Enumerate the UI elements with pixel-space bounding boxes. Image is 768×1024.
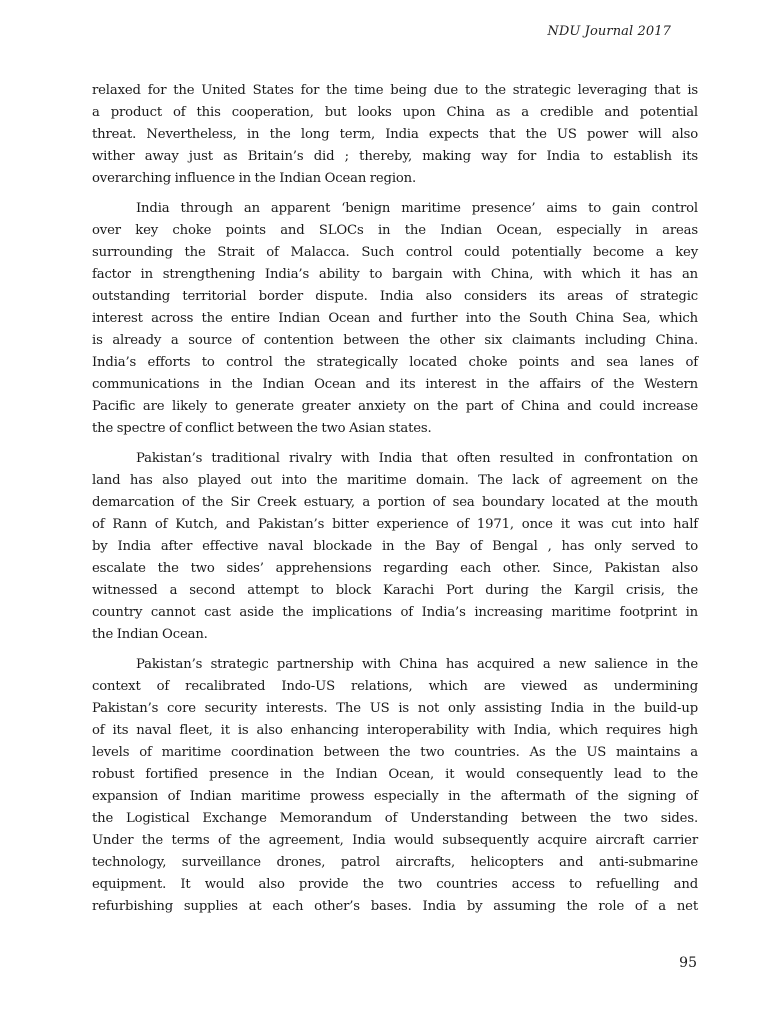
text-line: Pakistan’s traditional rivalry with India that often resulted in confrontation on: [136, 451, 698, 466]
text-line: technology, surveillance drones, patrol aircrafts, helicopters and anti-submarine: [92, 855, 698, 870]
text-line: Pakistan’s strategic partnership with China has acquired a new salience in the: [136, 657, 698, 672]
page-number: 95: [679, 955, 697, 971]
text-line: equipment. It would also provide the two countries access to refuelling and: [92, 877, 698, 892]
text-line: Under the terms of the agreement, India would subsequently acquire aircraft carrier: [92, 833, 698, 848]
text-line: India’s efforts to control the strategically located choke points and sea lanes of: [92, 355, 698, 370]
paragraph-3: [92, 448, 698, 646]
text-line: overarching influence in the Indian Ocean region.: [92, 171, 417, 186]
text-line: Pacific are likely to generate greater anxiety on the part of China and could increase: [92, 399, 698, 414]
text-line: land has also played out into the maritime domain. The lack of agreement on the: [92, 473, 698, 488]
text-line: a product of this cooperation, but looks upon China as a credible and potential: [92, 105, 698, 120]
text-line: India through an apparent ‘benign maritime presence’ aims to gain control: [136, 201, 698, 216]
text-line: the Indian Ocean.: [92, 627, 208, 642]
text-line: over key choke points and SLOCs in the Indian Ocean, especially in areas: [92, 223, 698, 238]
text-line: by India after effective naval blockade in the Bay of Bengal , has only served to: [92, 539, 698, 554]
text-line: witnessed a second attempt to block Karachi Port during the Kargil crisis, the: [92, 583, 698, 598]
text-line: surrounding the Strait of Malacca. Such control could potentially become a key: [92, 245, 698, 260]
text-line: outstanding territorial border dispute. India also considers its areas of strategic: [92, 289, 698, 304]
text-line: levels of maritime coordination between the two countries. As the US maintains a: [92, 745, 698, 760]
text-line: the spectre of conflict between the two Asian states.: [92, 421, 432, 436]
text-line: refurbishing supplies at each other’s bases. India by assuming the role of a net: [92, 899, 698, 914]
paragraph-2: [92, 198, 698, 440]
text-line: expansion of Indian maritime prowess especially in the aftermath of the signing of: [92, 789, 698, 804]
paragraph-1: [92, 80, 698, 190]
paragraph-4: [92, 654, 698, 918]
text-line: is already a source of contention between the other six claimants including China.: [92, 333, 698, 348]
text-line: interest across the entire Indian Ocean and further into the South China Sea, which: [92, 311, 698, 326]
text-line: threat. Nevertheless, in the long term, India expects that the US power will also: [92, 127, 698, 142]
body-text: [92, 80, 698, 926]
running-header: NDU Journal 2017: [547, 24, 671, 39]
text-line: of Rann of Kutch, and Pakistan’s bitter experience of 1971, once it was cut into half: [92, 517, 698, 532]
text-line: of its naval fleet, it is also enhancing interoperability with India, which requires high: [92, 723, 698, 738]
text-line: Pakistan’s core security interests. The US is not only assisting India in the build-up: [92, 701, 698, 716]
text-line: the Logistical Exchange Memorandum of Understanding between the two sides.: [92, 811, 698, 826]
text-line: relaxed for the United States for the time being due to the strategic leveraging that is: [92, 83, 698, 98]
text-line: context of recalibrated Indo-US relations, which are viewed as undermining: [92, 679, 698, 694]
text-line: robust fortified presence in the Indian Ocean, it would consequently lead to the: [92, 767, 698, 782]
text-line: factor in strengthening India’s ability to bargain with China, with which it has an: [92, 267, 698, 282]
text-line: demarcation of the Sir Creek estuary, a portion of sea boundary located at the mouth: [92, 495, 698, 510]
text-line: communications in the Indian Ocean and its interest in the affairs of the Western: [92, 377, 698, 392]
text-line: escalate the two sides’ apprehensions regarding each other. Since, Pakistan also: [92, 561, 698, 576]
text-line: country cannot cast aside the implications of India’s increasing maritime footprint in: [92, 605, 698, 620]
text-line: wither away just as Britain’s did ; thereby, making way for India to establish its: [92, 149, 698, 164]
